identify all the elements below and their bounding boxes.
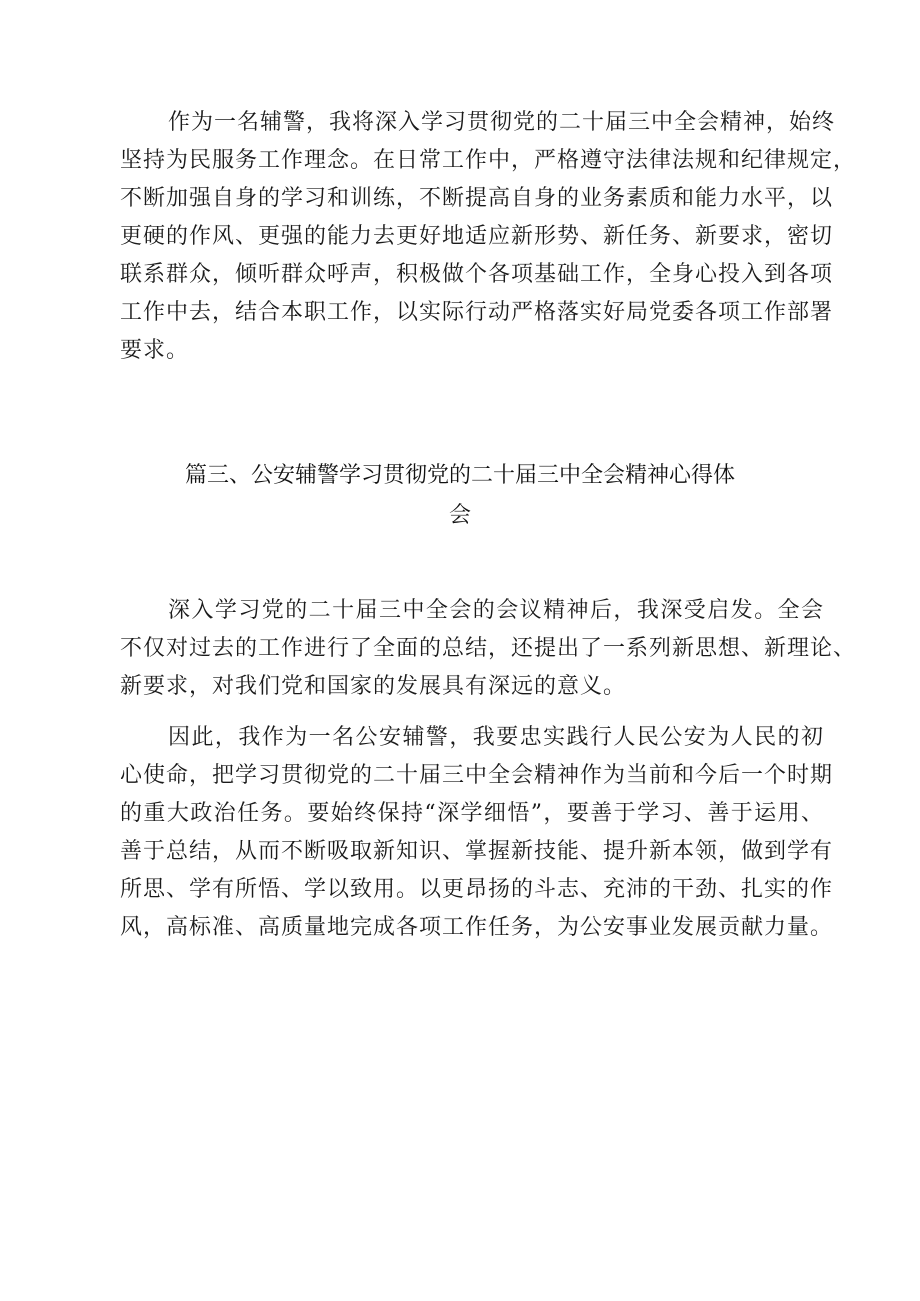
paragraph-2 [120,592,857,706]
paragraph-line: 联系群众，倾听群众呼声，积极做个各项基础工作，全身心投入到各项 [120,262,834,287]
paragraph-line: 工作中去，结合本职工作，以实际行动严格落实好局党委各项工作部署 [120,300,834,325]
paragraph-line: 善于总结，从而不断吸取新知识、掌握新技能、提升新本领，做到学有 [120,839,834,864]
paragraph-line: 深入学习党的二十届三中全会的会议精神后，我深受启发。全会 [168,598,824,623]
paragraph-3 [120,719,834,947]
paragraph-line: 心使命，把学习贯彻党的二十届三中全会精神作为当前和今后一个时期 [120,763,834,788]
section-heading [150,456,770,536]
paragraph-line: 作为一名辅警，我将深入学习贯彻党的二十届三中全会精神，始终 [168,110,836,135]
paragraph-line: 坚持为民服务工作理念。在日常工作中，严格遵守法律法规和纪律规定， [120,148,857,173]
paragraph-line: 的重大政治任务。要始终保持“深学细悟”，要善于学习、善于运用、 [120,801,824,826]
paragraph-line: 所思、学有所悟、学以致用。以更昂扬的斗志、充沛的干劲、扎实的作 [120,877,834,902]
paragraph-line: 因此，我作为一名公安辅警，我要忠实践行人民公安为人民的初 [168,725,824,750]
paragraph-line: 新要求，对我们党和国家的发展具有深远的意义。 [120,674,627,699]
heading-line: 会 [448,503,471,528]
paragraph-line: 不仅对过去的工作进行了全面的总结，还提出了一系列新思想、新理论、 [120,636,857,661]
paragraph-line: 不断加强自身的学习和训练，不断提高自身的业务素质和能力水平，以 [120,186,834,211]
paragraph-1 [120,104,857,370]
paragraph-line: 更硬的作风、更强的能力去更好地适应新形势、新任务、新要求，密切 [120,224,834,249]
paragraph-line: 风，高标准、高质量地完成各项工作任务，为公安事业发展贡献力量。 [120,915,834,940]
heading-line: 篇三、公安辅警学习贯彻党的二十届三中全会精神心得体 [184,463,735,488]
paragraph-line: 要求。 [120,338,190,363]
